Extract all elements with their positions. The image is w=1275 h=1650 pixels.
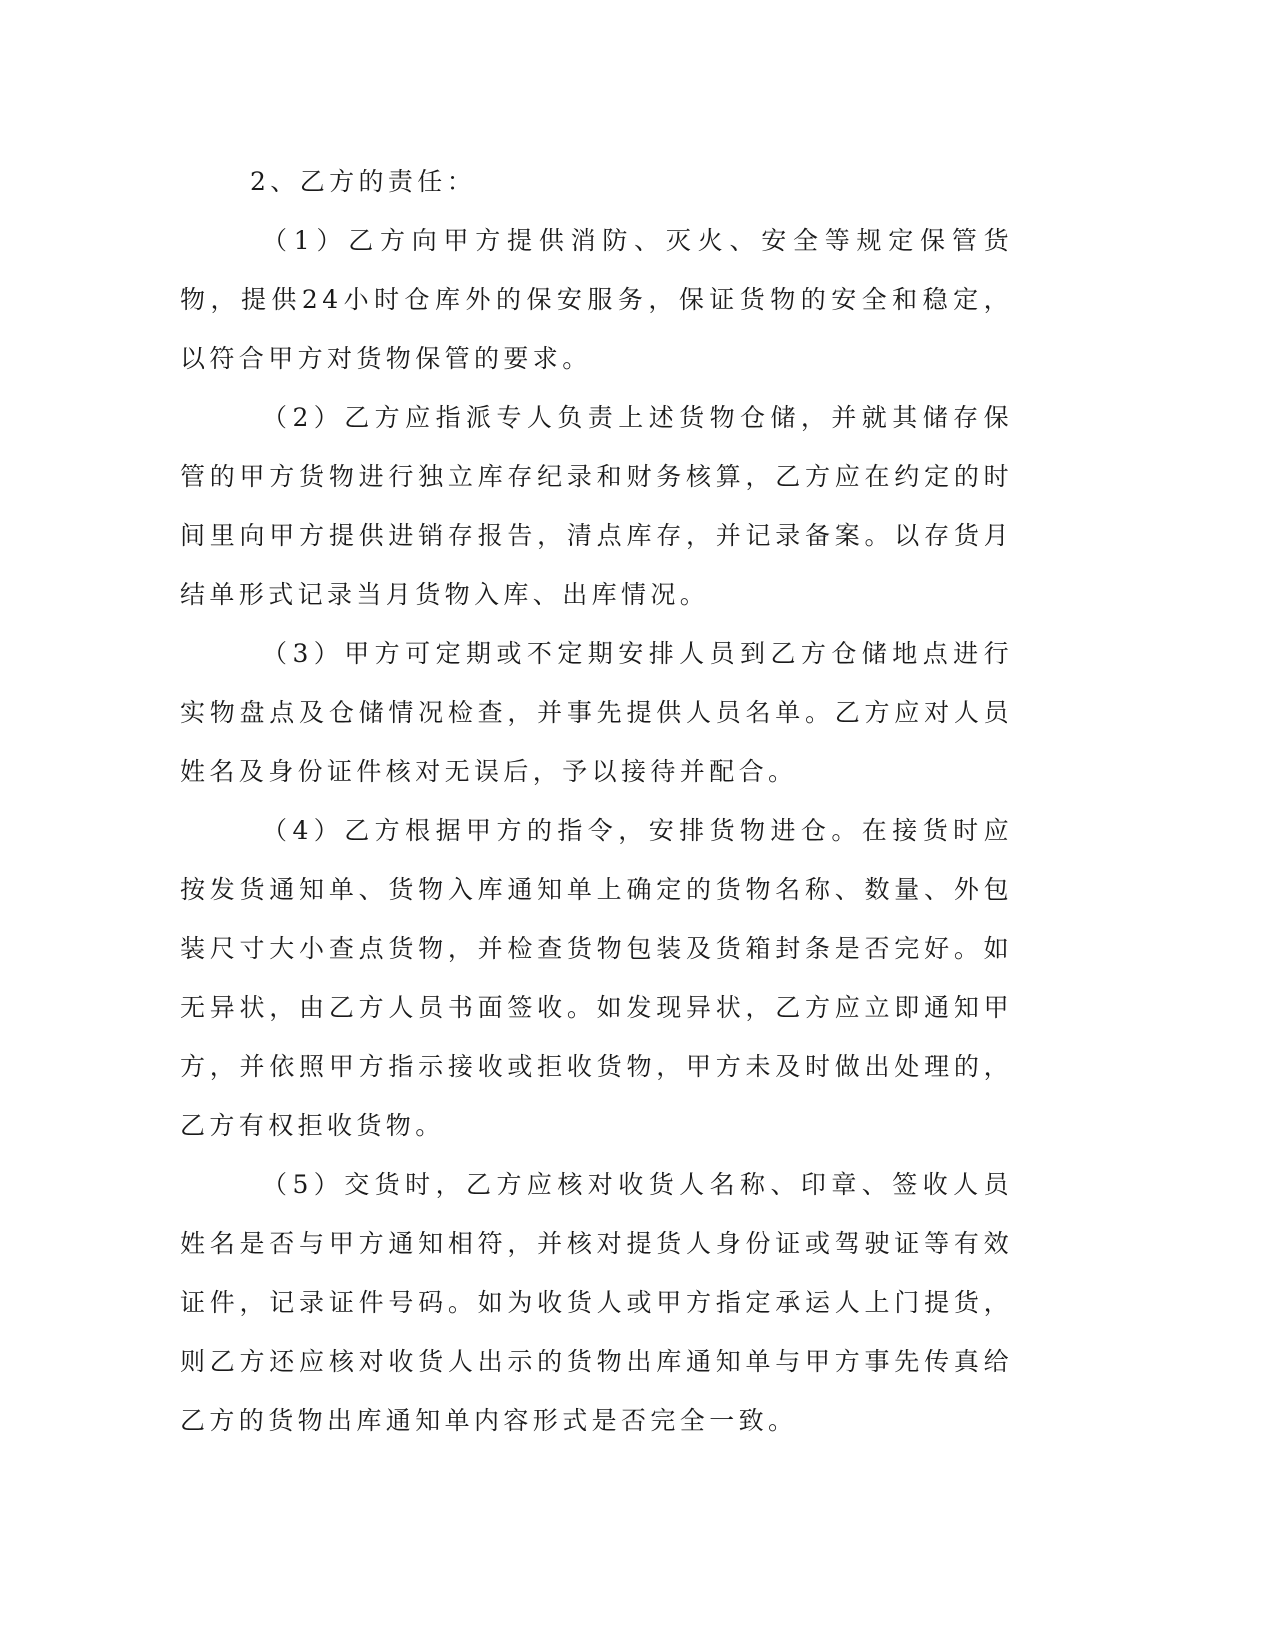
section-heading: 2、乙方的责任： bbox=[250, 167, 477, 196]
paragraph-4: （4）乙方根据甲方的指令，安排货物进仓。在接货时应按发货通知单、货物入库通知单上确定的货物名称、数量、外包装尺寸大小查点货物，并检查货物包装及货箱封条是否完好。如无异状，由乙方人员书面签收。如发现异状，乙方应立即通知甲方，并依照甲方指示接收或拒收货物，甲方未及时做出处理的，乙方有权拒收货物。 bbox=[180, 816, 1013, 1140]
paragraph-1: （1）乙方向甲方提供消防、灭火、安全等规定保管货物，提供24小时仓库外的保安服务，保证货物的安全和稳定，以符合甲方对货物保管的要求。 bbox=[180, 226, 1013, 373]
document-page bbox=[180, 152, 1013, 1450]
paragraph-5: （5）交货时，乙方应核对收货人名称、印章、签收人员姓名是否与甲方通知相符，并核对提货人身份证或驾驶证等有效证件，记录证件号码。如为收货人或甲方指定承运人上门提货，则乙方还应核对收货人出示的货物出库通知单与甲方事先传真给乙方的货物出库通知单内容形式是否完全一致。 bbox=[180, 1170, 1013, 1435]
paragraph-2: （2）乙方应指派专人负责上述货物仓储，并就其储存保管的甲方货物进行独立库存纪录和财务核算，乙方应在约定的时间里向甲方提供进销存报告，清点库存，并记录备案。以存货月结单形式记录当月货物入库、出库情况。 bbox=[180, 403, 1013, 609]
paragraph-3: （3）甲方可定期或不定期安排人员到乙方仓储地点进行实物盘点及仓储情况检查，并事先提供人员名单。乙方应对人员姓名及身份证件核对无误后，予以接待并配合。 bbox=[180, 639, 1013, 786]
